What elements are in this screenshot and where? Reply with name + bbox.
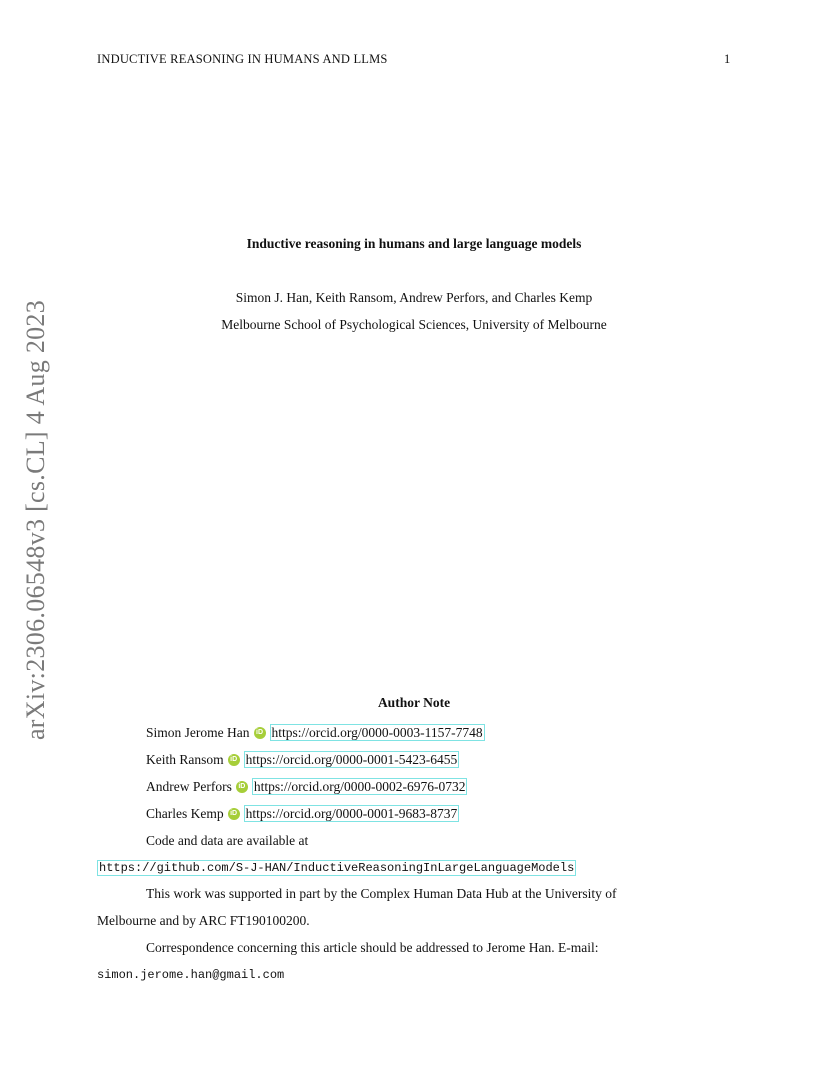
author-name: Keith Ransom	[146, 752, 224, 767]
arxiv-identifier: arXiv:2306.06548v3 [cs.CL] 4 Aug 2023	[21, 299, 50, 741]
orcid-link[interactable]: https://orcid.org/0000-0003-1157-7748	[271, 725, 483, 740]
orcid-link[interactable]: https://orcid.org/0000-0001-9683-8737	[245, 806, 458, 821]
code-availability-text: Code and data are available at	[146, 833, 309, 848]
correspondence-text: Correspondence concerning this article should be addressed to Jerome Han. E-mail:	[146, 940, 599, 955]
orcid-entry	[146, 752, 459, 768]
orcid-icon[interactable]: iD	[236, 781, 248, 793]
author-note-heading: Author Note	[377, 695, 451, 710]
affiliation: Melbourne School of Psychological Sciences, University of Melbourne	[221, 317, 607, 332]
page-number: 1	[724, 52, 731, 66]
author-name: Charles Kemp	[146, 806, 224, 821]
contact-email: simon.jerome.han@gmail.com	[97, 968, 285, 982]
orcid-entry	[146, 725, 485, 741]
author-list: Simon J. Han, Keith Ransom, Andrew Perfors, and Charles Kemp	[235, 290, 593, 305]
github-url[interactable]: https://github.com/S-J-HAN/InductiveReasoningInLargeLanguageModels	[99, 861, 575, 875]
orcid-icon[interactable]: iD	[228, 754, 240, 766]
running-header: INDUCTIVE REASONING IN HUMANS AND LLMS	[97, 52, 388, 66]
orcid-link[interactable]: https://orcid.org/0000-0002-6976-0732	[253, 779, 466, 794]
author-name: Andrew Perfors	[146, 779, 232, 794]
orcid-icon[interactable]: iD	[228, 808, 240, 820]
paper-title: Inductive reasoning in humans and large language models	[246, 236, 582, 251]
orcid-entry	[146, 779, 467, 795]
orcid-icon[interactable]: iD	[254, 727, 266, 739]
code-link[interactable]	[97, 861, 576, 875]
author-name: Simon Jerome Han	[146, 725, 250, 740]
orcid-link[interactable]: https://orcid.org/0000-0001-5423-6455	[245, 752, 458, 767]
orcid-entry	[146, 806, 459, 822]
funding-text-line1: This work was supported in part by the Complex Human Data Hub at the University of	[146, 886, 617, 901]
funding-text-line2: Melbourne and by ARC FT190100200.	[97, 913, 310, 928]
